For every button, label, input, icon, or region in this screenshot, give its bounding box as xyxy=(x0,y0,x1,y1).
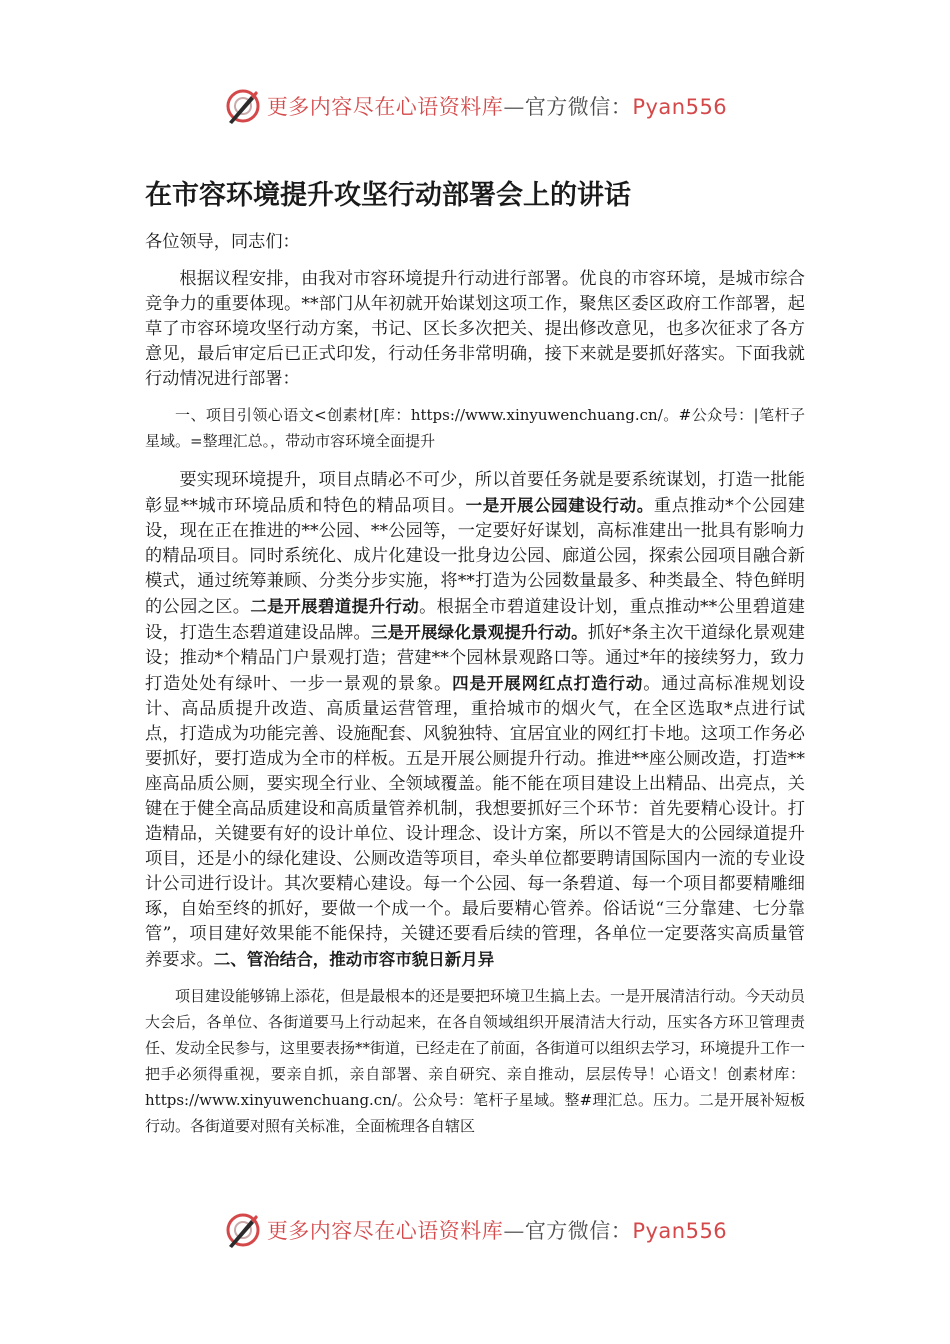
text-run: 要实现环境提升，项目点睛必不可少，所以首要任务就是要系统谋划，打造一批能彰显**城市环境品质和特色的精品项目。 xyxy=(145,470,805,516)
watermark-main: 更多内容尽在心语资料库 xyxy=(266,1219,504,1243)
watermark-wechat-label: 官方微信： xyxy=(524,95,633,119)
watermark-wechat-label: 官方微信： xyxy=(524,1219,633,1243)
watermark-text xyxy=(267,91,727,121)
paragraph-sanitation: 项目建设能够锦上添花，但是最根本的还是要把环境卫生搞上去。一是开展清洁行动。今天动员大会后，各单位、各街道要马上行动起来，在各自领域组织开展清洁大行动，压实各方环卫管理责任、发动全民参与，这里要表扬**街道，已经走在了前面，各街道可以组织去学习，环境提升工作一把手必须得重视，要亲自抓，亲自部署、亲自研究、亲自推动，层层传导！心语文！创素材库：https://www.xinyuwenchuang.cn/。公众号：笔杆子星域。整#理汇总。压力。二是开展补短板行动。各街道要对照有关标准，全面梳理各自辖区 xyxy=(145,987,806,1135)
section-heading-2: 二、管治结合，推动市容市貌日新月异 xyxy=(213,950,495,969)
text-run: 抓好*条主次干道绿化景观建设；推动*个精品门户景观打造；营建**个园林景观路口等。通过*年的接续努力，致力打造处处有绿叶、一步一景观的景象。 xyxy=(145,623,805,694)
paragraph-projects xyxy=(145,468,805,973)
watermark-banner-top xyxy=(0,84,950,128)
watermark-text xyxy=(267,1215,727,1245)
watermark-dash: — xyxy=(503,1219,525,1243)
text-run: 重点推动*个公园建设，现在正在推进的**公园、**公园等，一定要好好谋划，高标准建出一批具有影响力的精品项目。同时系统化、成片化建设一批身边公园、廊道公园，探索公园项目融合新模式，通过统筹兼顾、分类分步实施，将**打造为公园数量最多、种类最全、特色鲜明的公园之区。 xyxy=(145,496,805,617)
text-run: 。根据全市碧道建设计划，重点推动**公里碧道建设，打造生态碧道建设品牌。 xyxy=(145,597,805,643)
text-run: 。通过高标准规划设计、高品质提升改造、高质量运营管理，重拾城市的烟火气，在全区选取*点进行试点，打造成为功能完善、设施配套、风貌独特、宜居宜业的网红打卡地。这项工作务必要抓好，要打造成为全市的样板。五是开展公厕提升行动。推进**座公厕改造，打造**座高品质公厕，要实现全行业、全领域覆盖。能不能在项目建设上出精品、出亮点，关键在于健全高品质建设和高质量管养机制，我想要抓好三个环节：首先要精心设计。打造精品，关键要有好的设计单位、设计理念、设计方案，所以不管是大的公园绿道提升项目，还是小的绿化建设、公厕改造等项目，牵头单位都要聘请国际国内一流的专业设计公司进行设计。其次要精心建设。每一个公园、每一条碧道、每一个项目都要精雕细琢，自始至终的抓好，要做一个成一个。最后要精心管养。俗话说“三分靠建、七分靠管”，项目建好效果能不能保持，关键还要看后续的管理，各单位一定要落实高质量管养要求。 xyxy=(145,674,805,970)
watermark-dash: — xyxy=(503,95,525,119)
section-heading-1: 一、项目引领心语文<创素材[库：https://www.xinyuwenchuang.cn/。#公众号：|笔杆子星域。=整理汇总。，带动市容环境全面提升 xyxy=(145,406,805,450)
paragraph-intro: 根据议程安排，由我对市容环境提升行动进行部署。优良的市容环境，是城市综合竞争力的重要体现。**部门从年初就开始谋划这项工作，聚焦区委区政府工作部署，起草了市容环境攻坚行动方案，书记、区长多次把关、提出修改意见，也多次征求了各方意见，最后审定后已正式印发，行动任务非常明确，接下来就是要抓好落实。下面我就行动情况进行部署： xyxy=(145,269,805,389)
bold-point-4: 四是开展网红点打造行动 xyxy=(452,674,644,693)
watermark-banner-bottom xyxy=(0,1208,950,1252)
greeting: 各位领导，同志们： xyxy=(145,232,300,252)
watermark-wechat-id: Pyan556 xyxy=(632,95,728,119)
bold-point-1: 一是开展公园建设行动。 xyxy=(465,496,654,515)
brush-logo-icon xyxy=(223,86,263,126)
bold-point-2: 二是开展碧道提升行动 xyxy=(250,597,420,616)
document-title: 在市容环境提升攻坚行动部署会上的讲话 xyxy=(145,180,631,211)
document-body xyxy=(145,230,805,1153)
watermark-main: 更多内容尽在心语资料库 xyxy=(266,95,504,119)
brush-logo-icon xyxy=(223,1210,263,1250)
bold-point-3: 三是开展绿化景观提升行动。 xyxy=(370,623,588,642)
watermark-wechat-id: Pyan556 xyxy=(632,1219,728,1243)
